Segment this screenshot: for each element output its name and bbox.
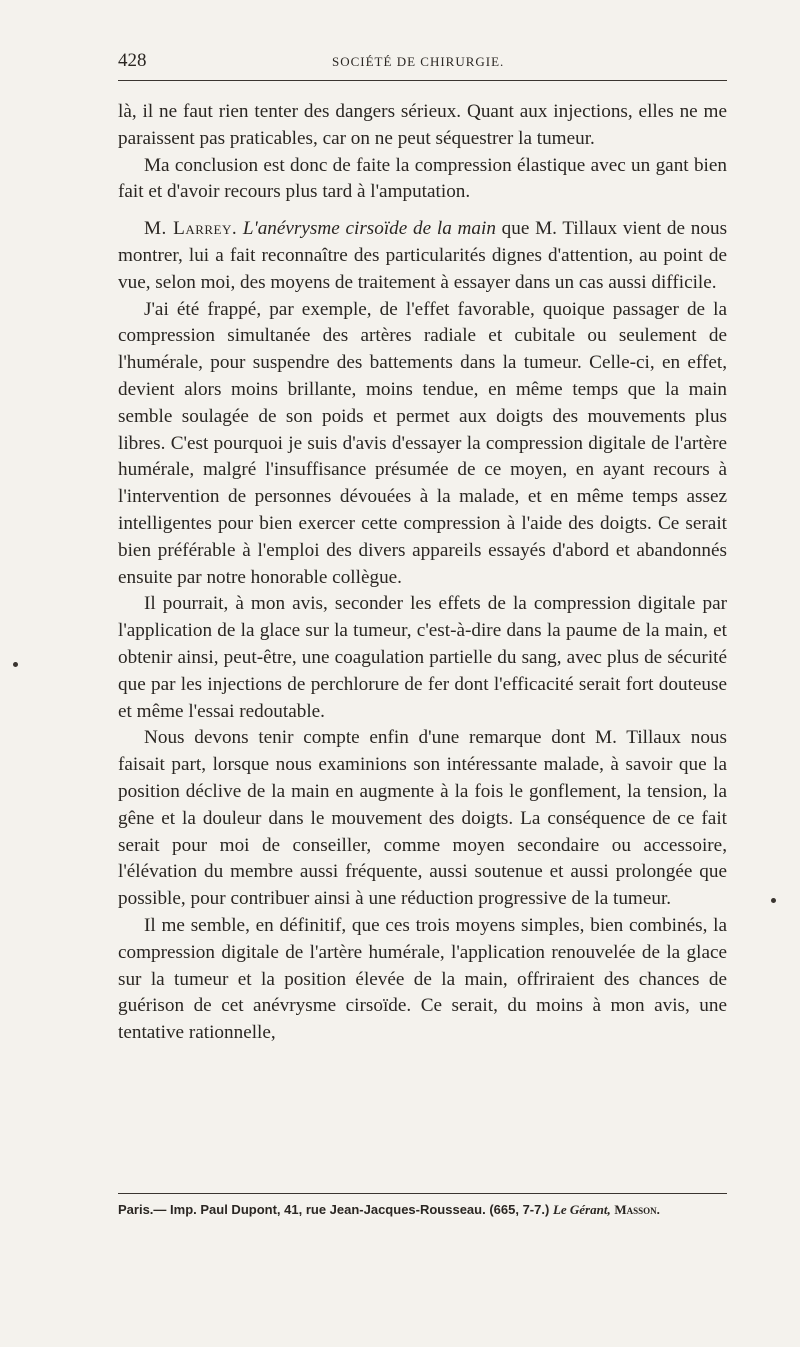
running-head: SOCIÉTÉ DE CHIRURGIE. xyxy=(332,54,505,69)
page-header xyxy=(118,50,727,81)
publisher-name: Masson. xyxy=(614,1202,660,1217)
page xyxy=(118,50,728,1217)
paper-speck xyxy=(771,898,776,903)
case-title: L'anévrysme cirsoïde de la main xyxy=(242,218,496,240)
paragraph-1: là, il ne faut rien tenter des dangers sérieux. Quant aux injections, elles ne me paraissent pas praticables, car on ne peut séquestrer la tumeur. xyxy=(118,101,727,149)
body-text xyxy=(118,99,727,1047)
imprint-footer xyxy=(118,1193,727,1218)
paper-speck xyxy=(13,662,18,667)
paragraph-3 xyxy=(118,216,727,296)
page-number: 428 xyxy=(118,50,147,71)
paragraph-5: Il pourrait, à mon avis, seconder les effets de la compression digitale par l'application de la glace sur la tumeur, c'est-à-dire dans la paume de la main, et obtenir ainsi, peut-être, une coagulation partielle du sang, avec plus de sécurité que par les injections de perchlorure de fer dont l'efficacité serait fort douteuse et même l'essai redoutable. xyxy=(118,593,727,722)
paragraph-6: Nous devons tenir compte enfin d'une remarque dont M. Tillaux nous faisait part, lorsque nous examinions son intéressante malade, à savoir que la position déclive de la main en augmente à la fois le gonflement, la tension, la gêne et la douleur dans le mouvement des doigts. La conséquence de ce fait serait pour moi de conseiller, comme moyen secondaire ou accessoire, l'élévation du membre aussi fréquente, aussi soutenue et aussi prolongée que possible, pour contribuer ainsi à une réduction progressive de la tumeur. xyxy=(118,727,727,910)
paragraph-7: Il me semble, en définitif, que ces trois moyens simples, bien combinés, la compression digitale de l'artère humérale, l'application renouvelée de la glace sur la tumeur et la position élevée de la main, offriraient des chances de guérison de cet anévrysme cirsoïde. Ce serait, du moins à mon avis, une tentative rationnelle, xyxy=(118,914,727,1044)
imprint-text: Paris.— Imp. Paul Dupont, 41, rue Jean-Jacques-Rousseau. (665, 7-7.) xyxy=(118,1202,550,1217)
paragraph-3-text: que M. Tillaux vient de nous montrer, lui a fait reconnaître des particularités dignes d'attention, au point de vue, selon moi, des moyens de traitement à essayer dans un cas aussi difficile. xyxy=(118,218,728,293)
speaker-name: M. Larrey. xyxy=(144,218,238,240)
paragraph-2: Ma conclusion est donc de faite la compression élastique avec un gant bien fait et d'avoir recours plus tard à l'amputation. xyxy=(118,154,727,203)
paragraph-4: J'ai été frappé, par exemple, de l'effet favorable, quoique passager de la compression simultanée des artères radiale et cubitale ou seulement de l'humérale, pour suspendre des battements dans la tumeur. Celle-ci, en effet, devient alors moins brillante, moins tendue, en même temps que la main semble soulagée de son poids et permet aux doigts des mouvements plus libres. C'est pourquoi je suis d'avis d'essayer la compression digitale de l'artère humérale, malgré l'insuffisance présumée de ce moyen, en ayant recours à l'intervention de personnes dévouées à la malade, et en même temps assez intelligentes pour bien exercer cette compression à l'aide des doigts. Ce serait bien préférable à l'emploi des divers appareils essayés d'abord et abandonnés ensuite par notre honorable collègue. xyxy=(118,298,727,588)
gerant-label: Le Gérant, xyxy=(552,1202,611,1217)
